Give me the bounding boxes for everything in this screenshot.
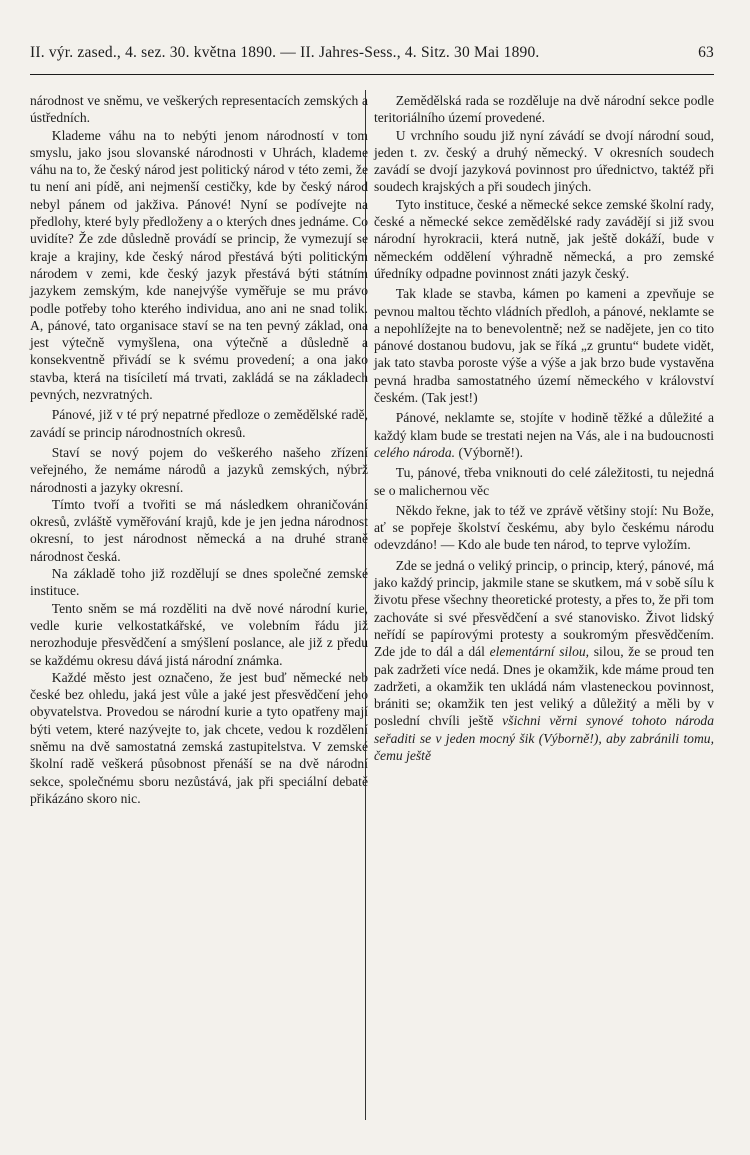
paragraph: Pánové, již v té prý nepatrné předloze o zemědělské radě, zavádí se princip národnostních okresů.	[30, 407, 368, 440]
page-number: 63	[698, 44, 714, 61]
paragraph: Tak klade se stavba, kámen po kameni a zpevňuje se pevnou maltou těchto vládních předloh, a pánové, neklamte se a nepohlížejte na to benevolentně; než se nadějete, jen co tito pánové dostanou budovu, jak se říká „z gruntu“ budete vidět, jak tato stavba poroste výše a výše a jak brzo bude vystavěna pevná hradba samostatného území německého v království českém. (Tak jest!)	[374, 286, 714, 406]
paragraph: Každé město jest označeno, že jest buď německé neb české bez ohledu, jaká jest vůle a jaké jest přesvědčení jeho obyvatelstva. Provedou se národní kurie a tyto opatřeny mají býti vetem, které nazývejte to, jak chcete, vedou k rozdělení sněmu na dvě samostatná zemská zastupitelstva. V zemské školní radě veškerá působnost přenáší se na dvě národní sekce, společnému sboru nezůstává, jak při speciální debatě přikázáno skoro nic.	[30, 669, 368, 806]
page-header	[30, 44, 714, 70]
left-column	[30, 92, 368, 807]
paragraph: U vrchního soudu již nyní závádí se dvojí národní soud, jeden t. zv. český a druhý německý. V okresních soudech zavádí se dvojí jazyková povinnost pro úřednictvo, taktéž při soudech krajských a při soudech jiných.	[374, 127, 714, 195]
paragraph: Někdo řekne, jak to též ve zprávě většiny stojí: Nu Bože, ať se popřeje školství českému, aby bylo českému národu odevzdáno! — Kdo ale bude ten národ, to teprve vyložím.	[374, 502, 714, 553]
header-rule	[30, 74, 714, 75]
emphasis: celého národa.	[374, 444, 456, 460]
paragraph: Tímto tvoří a tvořiti se má následkem ohraničování okresů, zvláště vyměřování krajů, kde je jen jedna národnost okresní, to jest národnost německá a na druhé straně národnost česká.	[30, 496, 368, 564]
paragraph: Tento sněm se má rozděliti na dvě nové národní kurie, vedle kurie velkostatkářské, ve volebním řádu již nerozhoduje přesvědčení a smýšlení poslance, ale již z předu se každému okresu dává jistá národní známka.	[30, 600, 368, 668]
emphasis: elementární silou,	[489, 644, 590, 660]
paragraph: Staví se nový pojem do veškerého našeho zřízení veřejného, že nemáme národů a jazyků zemských, nýbrž národnosti a jazyky okresní.	[30, 444, 368, 495]
paragraph: Tu, pánové, třeba vniknouti do celé záležitosti, tu nejedná se o malichernou věc	[374, 465, 714, 498]
running-header: II. výr. zased., 4. sez. 30. května 1890. — II. Jahres-Sess., 4. Sitz. 30 Mai 1890.	[30, 44, 540, 61]
paragraph: Zemědělská rada se rozděluje na dvě národní sekce podle teritoriálního území provedené.	[374, 93, 714, 126]
paragraph: Na základě toho již rozdělují se dnes společné zemské instituce.	[30, 566, 368, 599]
emphasis: všichni věrni synové tohoto národa seřaditi se v jeden mocný šik (Výborně!), aby zabránili tomu, čemu ještě	[374, 713, 714, 763]
paragraph: národnost ve sněmu, ve veškerých representacích zemských a ústředních.	[30, 93, 368, 126]
right-column	[374, 92, 714, 764]
paragraph: Zde se jedná o veliký princip, o princip, který, pánové, má jako každý princip, jakmile stane se skutkem, má v sobě sílu k životu přese všechny theoretické protesty, a přes to, že při tom zachováte si své přesvědčení a své stanovisko. Život lidský neřídí se papírovými protesty a soukromým přesvědčením. Zde jde to dál a dál elementární silou, silou, že se proud ten pak zadržeti více nedá. Dnes je okamžik, kde máme proud ten zadržeti, a okamžik ten ukládá nám vlasteneckou povinnost, brániti se; okamžik ten jest veliký a důležitý a měli by v poslední chvíli ještě všichni věrni synové tohoto národa seřaditi se v jeden mocný šik (Výborně!), aby zabránili tomu, čemu ještě	[374, 557, 715, 763]
paragraph: Pánové, neklamte se, stojíte v hodině těžké a důležité a každý klam bude se trestati nejen na Vás, ale i na budoucnosti celého národa. (Výborně!).	[374, 410, 714, 460]
paragraph: Tyto instituce, české a německé sekce zemské školní rady, české a německé sekce zemědělské rady zavádějí si již svou národní hyrokracii, která nutně, jak ještě dokáží, bude v německém oddělení výhradně německá, a pro zemské úředníky odpadne povinnost znáti jazyk český.	[374, 196, 714, 281]
paragraph: Klademe váhu na to nebýti jenom národností v tom smyslu, jako jsou slovanské národnosti v Uhrách, klademe váhu na to, že český národ jest politický národ v této zemi, že tu není ani pídě, ani nejmenší cestičky, kde by český národ nebyl pánem od jakživa. Pánové! Nyní se podívejte na předlohy, které byly předloženy a o kterých dnes jednáme. Co uvidíte? Že zde důsledně provádí se princip, že vymezují se kraje a krajiny, kde český národ přestává býti politickým národem v zemi, kde český jazyk přestává býti státním jazykem zemským, kde nanejvýše vyměřuje se mu právo podle potřeby toho kterého individua, ano ani ne snad tolik. A, pánové, tato organisace staví se na ten pevný základ, ona jest výtečně vymyšlena, ona výtečně a důsledně a konsekventně přivádí se k svému provedení; a ona jako stavba, která na tisíciletí má trvati, zakládá se na základech pevných, nezvratných.	[30, 127, 368, 403]
